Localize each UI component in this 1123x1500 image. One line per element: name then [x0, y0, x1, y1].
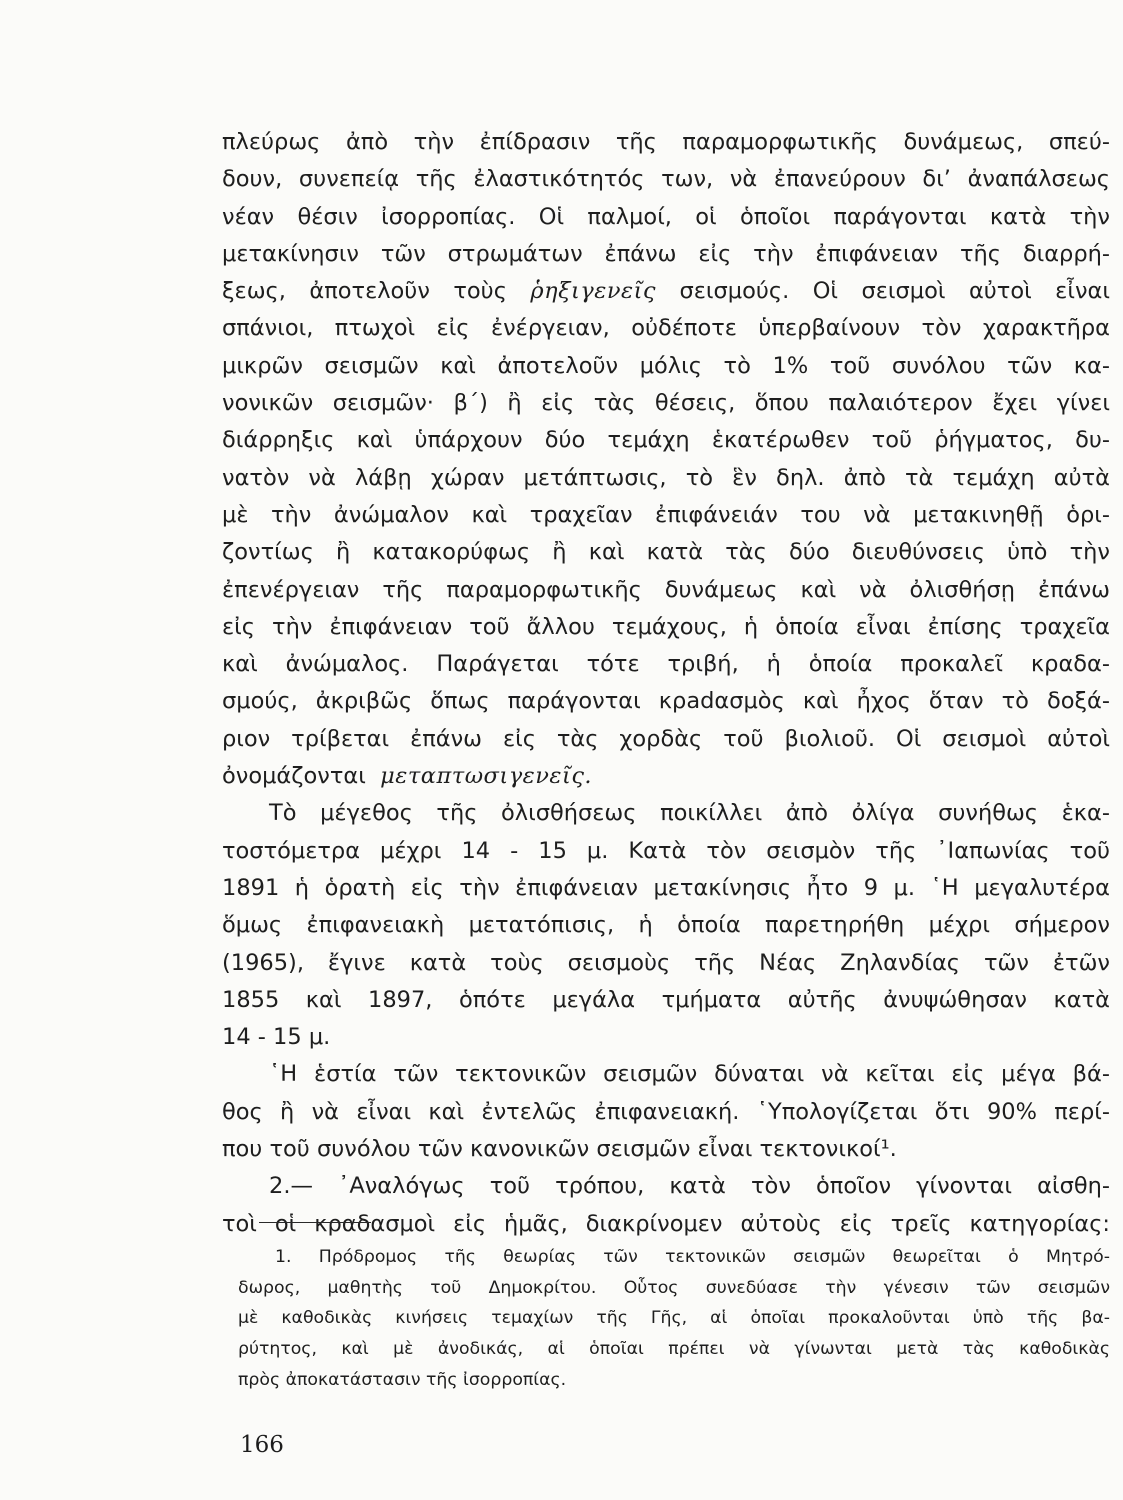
- text-line: 14 - 15 μ.: [222, 1024, 331, 1051]
- text-line: εἰς τὴν ἐπιφάνειαν τοῦ ἄλλου τεμάχους, ἡ ὁποία εἶναι ἐπίσης τραχεῖα: [222, 613, 1110, 640]
- text-line: διάρρηξις καὶ ὑπάρχουν δύο τεμάχη ἑκατέρωθεν τοῦ ῥήγματος, δυ-: [222, 427, 1110, 454]
- footnote-line: δωρος, μαθητὴς τοῦ Δημοκρίτου. Οὗτος συνεδύασε τὴν γένεσιν τῶν σεισμῶν: [238, 1277, 1110, 1298]
- page-number: 166: [240, 1432, 284, 1458]
- body-text: [222, 124, 1110, 1243]
- text-line: τοὶ οἱ κραδασμοὶ εἰς ἡμᾶς, διακρίνομεν αὐτοὺς εἰς τρεῖς κατηγορίας:: [222, 1210, 1110, 1237]
- text-segment: ξεως, ἀποτελοῦν τοὺς: [222, 278, 507, 305]
- text-line: σμούς, ἀκριβῶς ὅπως παράγονται κρadασμὸς καὶ ἦχος ὅταν τὸ δοξά-: [222, 688, 1110, 715]
- text-line: [222, 758, 1110, 795]
- italic-term: μεταπτωσιγενεῖς.: [380, 763, 593, 790]
- text-line: μὲ τὴν ἀνώμαλον καὶ τραχεῖαν ἐπιφάνειάν του νὰ μετακινηθῇ ὁρι-: [222, 501, 1110, 528]
- text-line: που τοῦ συνόλου τῶν κανονικῶν σεισμῶν εἶναι τεκτονικοί¹.: [222, 1136, 897, 1163]
- text-line: μετακίνησιν τῶν στρωμάτων ἐπάνω εἰς τὴν ἐπιφάνειαν τῆς διαρρή-: [222, 240, 1110, 267]
- text-line: τοστόμετρα μέχρι 14 - 15 μ. Κατὰ τὸν σεισμὸν τῆς ᾿Ιαπωνίας τοῦ: [222, 837, 1110, 864]
- text-line: μικρῶν σεισμῶν καὶ ἀποτελοῦν μόλις τὸ 1% τοῦ συνόλου τῶν κα-: [222, 352, 1110, 379]
- text-line: δουν, συνεπείᾳ τῆς ἐλαστικότητός των, νὰ ἐπανεύρουν δι’ ἀναπάλσεως: [222, 166, 1110, 193]
- text-line: πλεύρως ἀπὸ τὴν ἐπίδρασιν τῆς παραμορφωτικῆς δυνάμεως, σπεύ-: [222, 129, 1110, 155]
- text-line: ἐπενέργειαν τῆς παραμορφωτικῆς δυνάμεως καὶ νὰ ὀλισθήσῃ ἐπάνω: [222, 576, 1110, 603]
- footnote-divider: [259, 1222, 371, 1223]
- italic-term: ῥηξιγενεῖς: [530, 278, 656, 305]
- text-line: σπάνιοι, πτωχοὶ εἰς ἐνέργειαν, οὐδέποτε ὑπερβαίνουν τὸν χαρακτῆρα: [222, 315, 1110, 342]
- text-segment: ὀνομάζονται: [222, 763, 366, 790]
- text-segment: σεισμούς. Οἱ σεισμοὶ αὐτοὶ εἶναι: [679, 278, 1110, 305]
- text-line: (1965), ἔγινε κατὰ τοὺς σεισμοὺς τῆς Νέας Ζηλανδίας τῶν ἐτῶν: [222, 949, 1110, 976]
- paragraph-start: 2.— ᾿Αναλόγως τοῦ τρόπου, κατὰ τὸν ὁποῖον γίνονται αἰσθη-: [269, 1173, 1110, 1200]
- text-line: θος ἢ νὰ εἶναι καὶ ἐντελῶς ἐπιφανειακή. ῾Υπολογίζεται ὅτι 90% περί-: [222, 1098, 1110, 1125]
- text-line: ζοντίως ἢ κατακορύφως ἢ καὶ κατὰ τὰς δύο διευθύνσεις ὑπὸ τὴν: [222, 539, 1110, 566]
- text-line: νέαν θέσιν ἰσορροπίας. Οἱ παλμοί, οἱ ὁποῖοι παράγονται κατὰ τὴν: [222, 203, 1110, 230]
- paragraph-start: ῾Η ἑστία τῶν τεκτονικῶν σεισμῶν δύναται νὰ κεῖται εἰς μέγα βά-: [269, 1061, 1110, 1088]
- text-line: 1891 ἡ ὁρατὴ εἰς τὴν ἐπιφάνειαν μετακίνησις ἦτο 9 μ. ῾Η μεγαλυτέρα: [222, 874, 1110, 901]
- text-line: νατὸν νὰ λάβῃ χώραν μετάπτωσις, τὸ ἓν δηλ. ἀπὸ τὰ τεμάχη αὐτὰ: [222, 464, 1110, 491]
- text-line: 1855 καὶ 1897, ὁπότε μεγάλα τμήματα αὐτῆς ἀνυψώθησαν κατὰ: [222, 986, 1110, 1013]
- text-line: καὶ ἀνώμαλος. Παράγεται τότε τριβή, ἡ ὁποία προκαλεῖ κραδα-: [222, 651, 1110, 678]
- footnote-line: ρύτητος, καὶ μὲ ἀνοδικάς, αἱ ὁποῖαι πρέπει νὰ γίνωνται μετὰ τὰς καθοδικὰς: [238, 1339, 1110, 1360]
- footnote-line: 1. Πρόδρομος τῆς θεωρίας τῶν τεκτονικῶν σεισμῶν θεωρεῖται ὁ Μητρό-: [275, 1247, 1110, 1267]
- text-line: ὅμως ἐπιφανειακὴ μετατόπισις, ἡ ὁποία παρετηρήθη μέχρι σήμερον: [222, 912, 1110, 939]
- footnotes: [238, 1242, 1110, 1395]
- text-line: [222, 273, 1110, 310]
- text-line: ριον τρίβεται ἐπάνω εἰς τὰς χορδὰς τοῦ βιολιοῦ. Οἱ σεισμοὶ αὐτοὶ: [222, 725, 1110, 752]
- text-line: νονικῶν σεισμῶν· β΄) ἢ εἰς τὰς θέσεις, ὅπου παλαιότερον ἔχει γίνει: [222, 390, 1110, 417]
- paragraph-start: Τὸ μέγεθος τῆς ὀλισθήσεως ποικίλλει ἀπὸ ὀλίγα συνήθως ἑκα-: [269, 800, 1110, 827]
- footnote-line: μὲ καθοδικὰς κινήσεις τεμαχίων τῆς Γῆς, αἱ ὁποῖαι προκαλοῦνται ὑπὸ τῆς βα-: [238, 1308, 1110, 1329]
- footnote-line: πρὸς ἀποκατάστασιν τῆς ἰσορροπίας.: [238, 1369, 567, 1390]
